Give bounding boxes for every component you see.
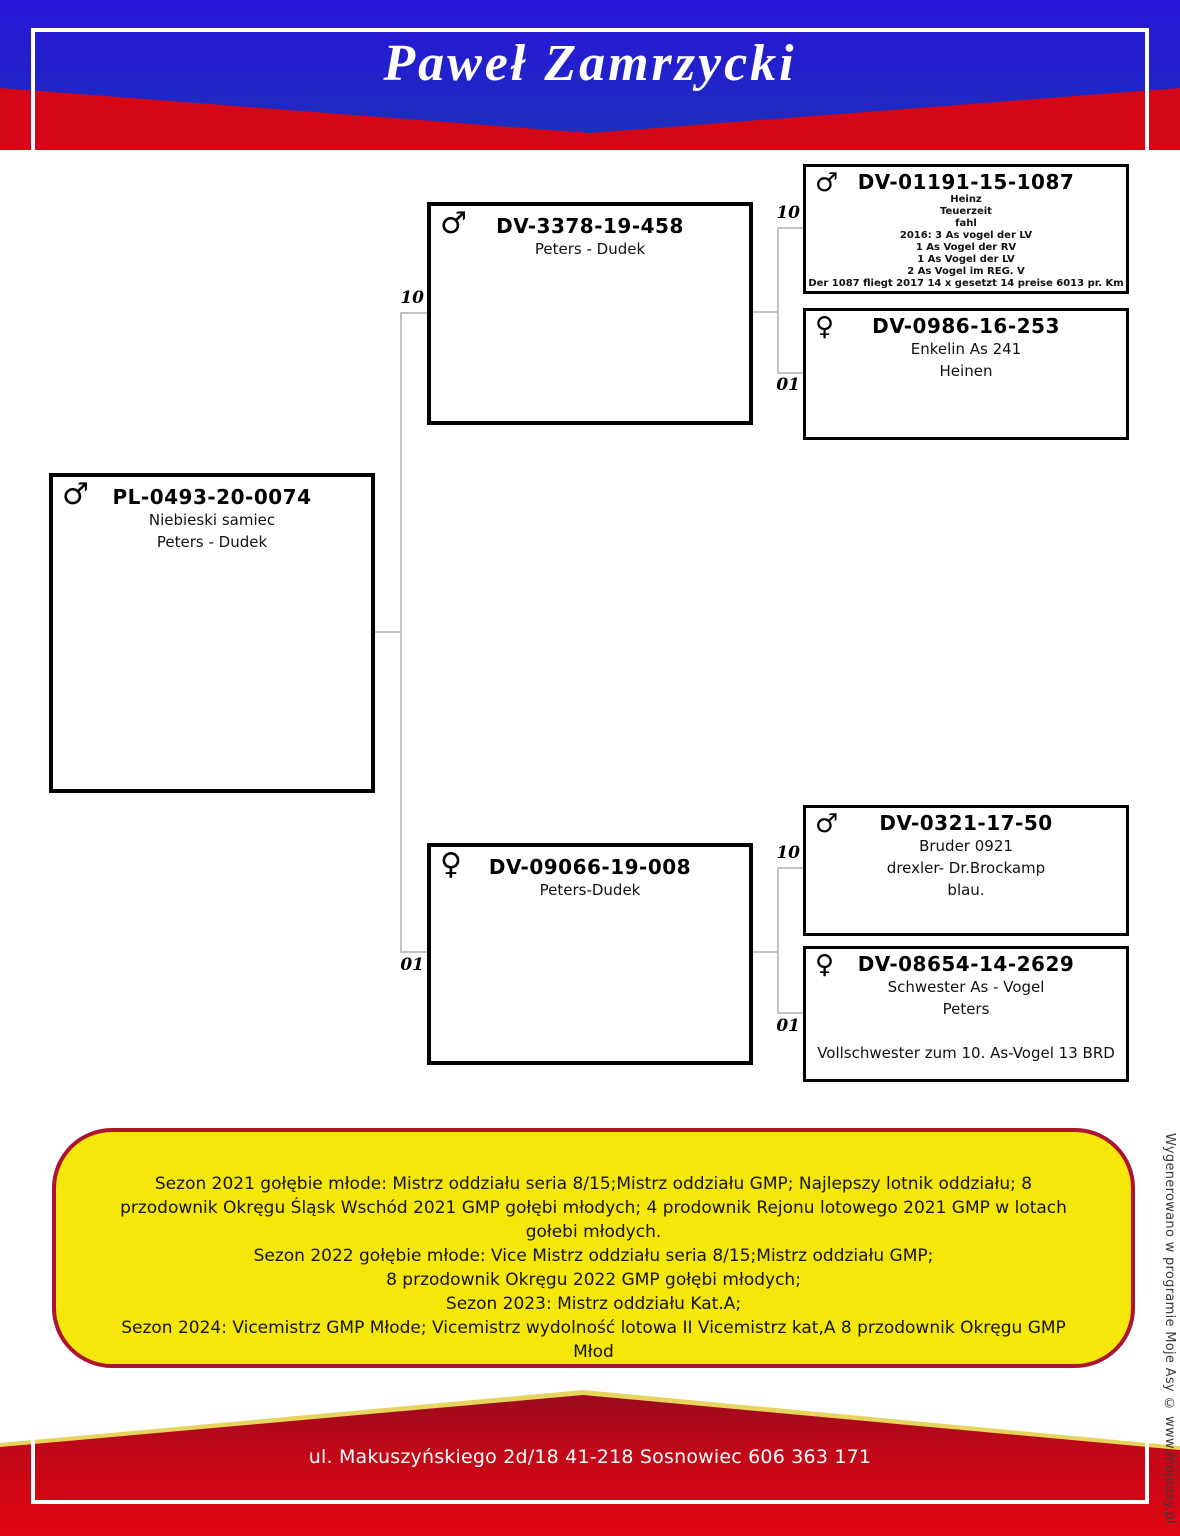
box-line: Niebieski samiec [148,511,276,529]
connector-label: 01 [776,1016,800,1036]
ring-number: DV-3378-19-458 [496,214,684,238]
pedigree-box-sire-sire [803,164,1129,294]
box-line: Heinen [939,362,993,380]
connector-line [777,372,803,374]
connector-line [777,867,779,1014]
box-line: Der 1087 fliegt 2017 14 x gesetzt 14 preise 6013 pr. Km [808,278,1124,289]
footer-band [0,1380,1180,1536]
connector-line [400,312,402,953]
achievement-line: Sezon 2021 gołębie młode: Mistrz oddziału seria 8/15;Mistrz oddziału GMP; Najlepszy lotnik oddziału; 8 przodownik Okręgu Śląsk Wschód 2021 GMP gołębi młodych; 4 prodownik Rejonu lotowego 2021 GMP w lotach gołebi młodych. [120,1174,1067,1242]
box-line: Peters [942,1000,990,1018]
box-line: Peters-Dudek [539,881,641,899]
box-line: 2016: 3 As vogel der LV [899,230,1033,241]
pedigree-box-dam [427,843,753,1065]
pedigree-box-sire-dam [803,308,1129,440]
box-line: Peters - Dudek [534,240,646,258]
box-line: Heinz [950,194,982,205]
box-line: 2 As Vogel im REG. V [907,266,1025,277]
ring-number: PL-0493-20-0074 [112,485,312,509]
box-line: Teuerzeit [940,206,992,217]
footer-address: ul. Makuszyńskiego 2d/18 41-218 Sosnowiec 606 363 171 [308,1446,872,1468]
pedigree-box-subject [49,473,375,793]
achievement-line: Sezon 2024: Vicemistrz GMP Młode; Vicemistrz wydolność lotowa II Vicemistrz kat,A 8 przodownik Okręgu GMP Młod [121,1318,1066,1362]
connector-label: 01 [400,955,424,975]
male-icon: ♂ [815,809,839,839]
achievement-line: 8 przodownik Okręgu 2022 GMP gołębi młodych; [386,1270,801,1290]
box-line: 1 As Vogel der LV [917,254,1015,265]
connector-label: 10 [776,203,800,223]
male-icon: ♂ [440,206,467,241]
box-line: Peters - Dudek [156,533,268,551]
connector-label: 10 [400,288,424,308]
box-line: Bruder 0921 [919,837,1013,855]
connector-line [400,951,427,953]
connector-line [400,312,427,314]
achievement-line: Sezon 2022 gołębie młode: Vice Mistrz oddziału seria 8/15;Mistrz oddziału GMP; [253,1246,934,1266]
male-icon: ♂ [815,168,839,198]
box-line: Vollschwester zum 10. As-Vogel 13 BRD [817,1044,1115,1062]
box-line: Schwester As - Vogel [887,978,1045,996]
ring-number: DV-09066-19-008 [488,855,692,879]
connector-line [373,631,402,633]
box-line: blau. [947,881,985,899]
male-icon: ♂ [62,477,89,512]
connector-label: 10 [776,843,800,863]
connector-line [750,951,779,953]
connector-label: 01 [776,375,800,395]
page-title: Paweł Zamrzycki [383,35,797,92]
watermark-vertical-text: Wygenerowano w programie Moje Asy © www.mojeasy.pl [1162,1133,1177,1524]
header-blue-band [0,0,1180,150]
pedigree-box-sire [427,202,753,425]
box-line: Enkelin As 241 [910,340,1022,358]
ring-number: DV-08654-14-2629 [857,952,1075,976]
connector-line [777,227,779,374]
ring-number: DV-0986-16-253 [872,314,1060,338]
ring-number: DV-0321-17-50 [879,811,1053,835]
ring-number: DV-01191-15-1087 [857,170,1075,194]
achievement-line: Sezon 2023: Mistrz oddziału Kat.A; [445,1294,742,1314]
connector-line [777,867,803,869]
connector-line [750,311,779,313]
female-icon: ♀ [815,950,835,980]
box-line: fahl [955,218,977,229]
female-icon: ♀ [815,312,835,342]
connector-line [777,227,803,229]
box-line [806,1020,1126,1042]
box-line: drexler- Dr.Brockamp [886,859,1046,877]
female-icon: ♀ [440,847,462,882]
pedigree-box-dam-dam [803,946,1129,1082]
pedigree-box-dam-sire [803,805,1129,936]
box-line: 1 As Vogel der RV [915,242,1017,253]
achievements-box [52,1128,1135,1368]
connector-line [777,1012,803,1014]
